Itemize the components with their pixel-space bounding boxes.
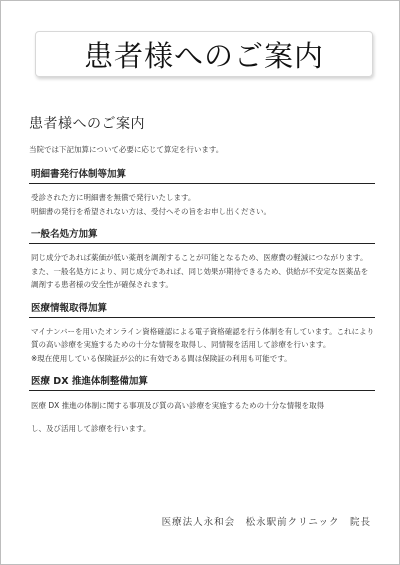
paragraph: 医療 DX 推進の体制に関する事項及び質の高い診療を実施するための十分な情報を取得 <box>31 401 325 410</box>
section-body <box>29 398 375 436</box>
section-dx <box>29 373 375 436</box>
paragraph: 明細書の発行を希望されない方は、受付へその旨をお申し出ください。 <box>31 206 271 216</box>
paragraph: 受診された方に明細書を無償で発行いたします。 <box>31 193 196 202</box>
section-meisai <box>29 166 375 218</box>
section-body <box>29 191 375 218</box>
section-iryojoho <box>29 300 375 366</box>
paragraph: し、及び活用して診療を行います。 <box>31 424 151 433</box>
section-heading: 医療情報取得加算 <box>29 300 375 318</box>
section-ippanmei <box>29 226 375 292</box>
section-heading: 明細書発行体制等加算 <box>29 166 375 184</box>
section-heading: 一般名処方加算 <box>29 226 375 244</box>
notice-content <box>29 113 375 444</box>
intro-text: 当院では下記加算について必要に応じて算定を行います。 <box>29 145 224 154</box>
paragraph: ※現在使用している保険証が公的に有効である間は保険証の利用も可能です。 <box>31 353 292 363</box>
title-banner <box>35 31 373 77</box>
paragraph: マイナンバーを用いたオンライン資格確認による電子資格確認を行う体制を有しています。これにより質の高い診療を実施するための十分な情報を取得し、同情報を活用して診療を行います。 <box>31 326 375 349</box>
title-text: 患者様へのご案内 <box>83 38 324 73</box>
paragraph: 同じ成分であれば薬価が低い薬剤を調剤することが可能となるため、医療費の軽減につながります。 <box>31 253 368 262</box>
main-heading: 患者様へのご案内 <box>29 116 145 132</box>
paragraph: また、一般名処方により、同じ成分であれば、同じ効果が期待できるため、供給が不安定な医薬品を調剤する患者様の安全性が確保されます。 <box>31 266 369 289</box>
section-body <box>29 251 375 292</box>
signature: 医療法人永和会 松永駅前クリニック 院長 <box>161 517 371 528</box>
section-body <box>29 325 375 366</box>
section-heading: 医療 DX 推進体制整備加算 <box>29 373 375 391</box>
